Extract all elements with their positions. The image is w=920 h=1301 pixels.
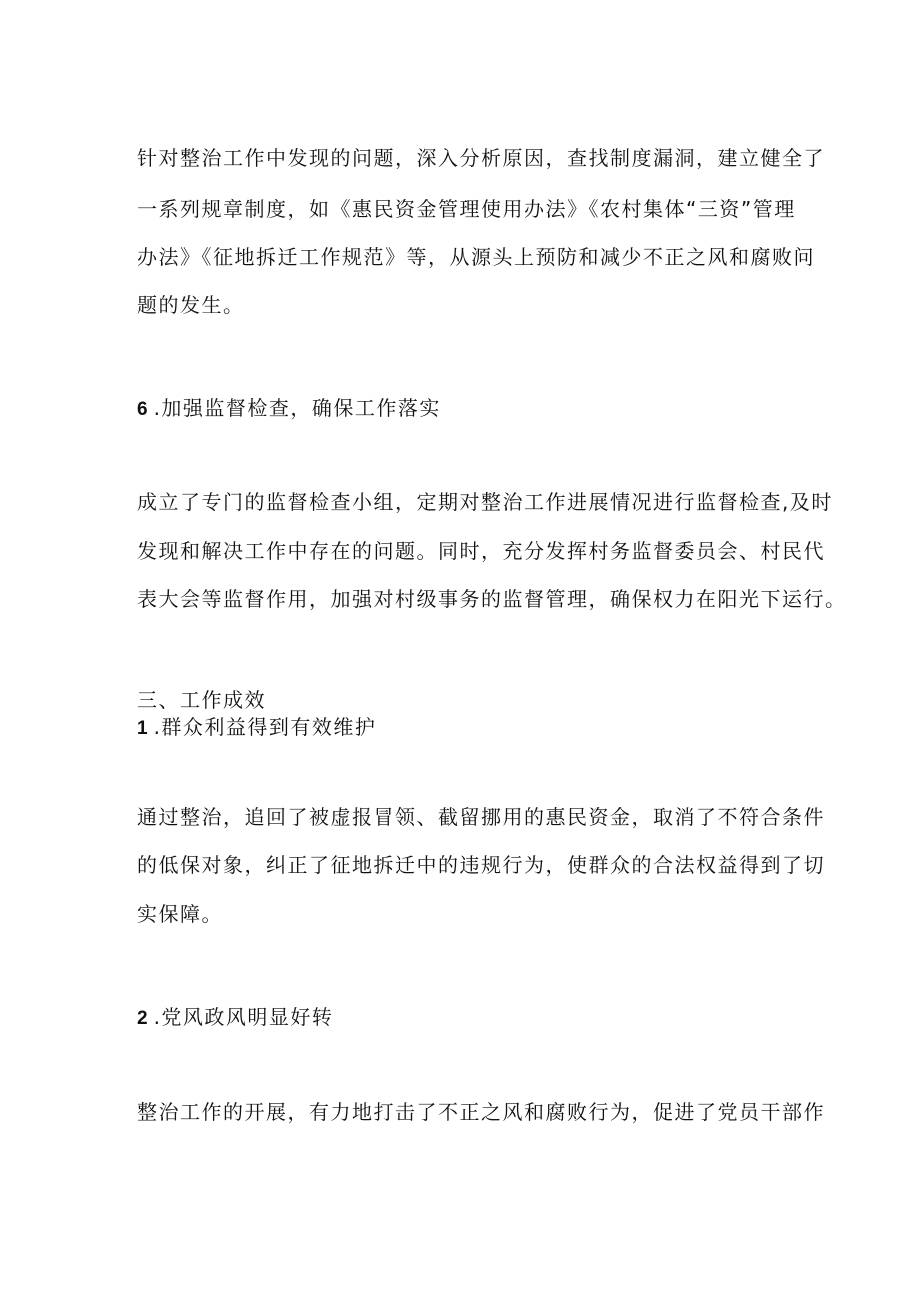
paragraph-line: 成立了专门的监督检查小组，定期对整治工作进展情况进行监督检查,及时 <box>137 490 833 514</box>
paragraph-line: 表大会等监督作用，加强对村级事务的监督管理，确保权力在阳光下运行。 <box>137 587 847 611</box>
paragraph-line: 整治工作的开展，有力地打击了不正之风和腐败行为，促进了党员干部作 <box>137 1100 825 1124</box>
paragraph-line: 一系列规章制度，如《惠民资金管理使用办法》《农村集体“三资”管理 <box>137 197 796 221</box>
paragraph-line: 通过整治，追回了被虚报冒领、截留挪用的惠民资金，取消了不符合条件 <box>137 805 825 829</box>
heading-number: 1 <box>137 718 148 739</box>
section-heading-1 <box>137 715 376 741</box>
heading-number: 6 <box>137 399 148 420</box>
section-heading-2 <box>137 1005 333 1031</box>
paragraph-line: 实保障。 <box>137 902 223 926</box>
paragraph-line: 的低保对象，纠正了征地拆迁中的违规行为，使群众的合法权益得到了切 <box>137 853 825 877</box>
paragraph-line: 办法》《征地拆迁工作规范》等，从源头上预防和减少不正之风和腐败问 <box>137 245 815 269</box>
paragraph-line: 针对整治工作中发现的问题，深入分析原因，查找制度漏洞，建立健全了 <box>137 146 825 170</box>
heading-text: .群众利益得到有效维护 <box>153 715 377 739</box>
paragraph-line: 题的发生。 <box>137 293 245 317</box>
paragraph-line: 发现和解决工作中存在的问题。同时，充分发挥村务监督委员会、村民代 <box>137 539 825 563</box>
heading-number: 2 <box>137 1008 148 1029</box>
heading-text: .党风政风明显好转 <box>153 1005 334 1029</box>
heading-text: .加强监督检查，确保工作落实 <box>153 396 441 420</box>
section-title: 三、工作成效 <box>137 688 266 712</box>
section-heading-6 <box>137 396 441 422</box>
